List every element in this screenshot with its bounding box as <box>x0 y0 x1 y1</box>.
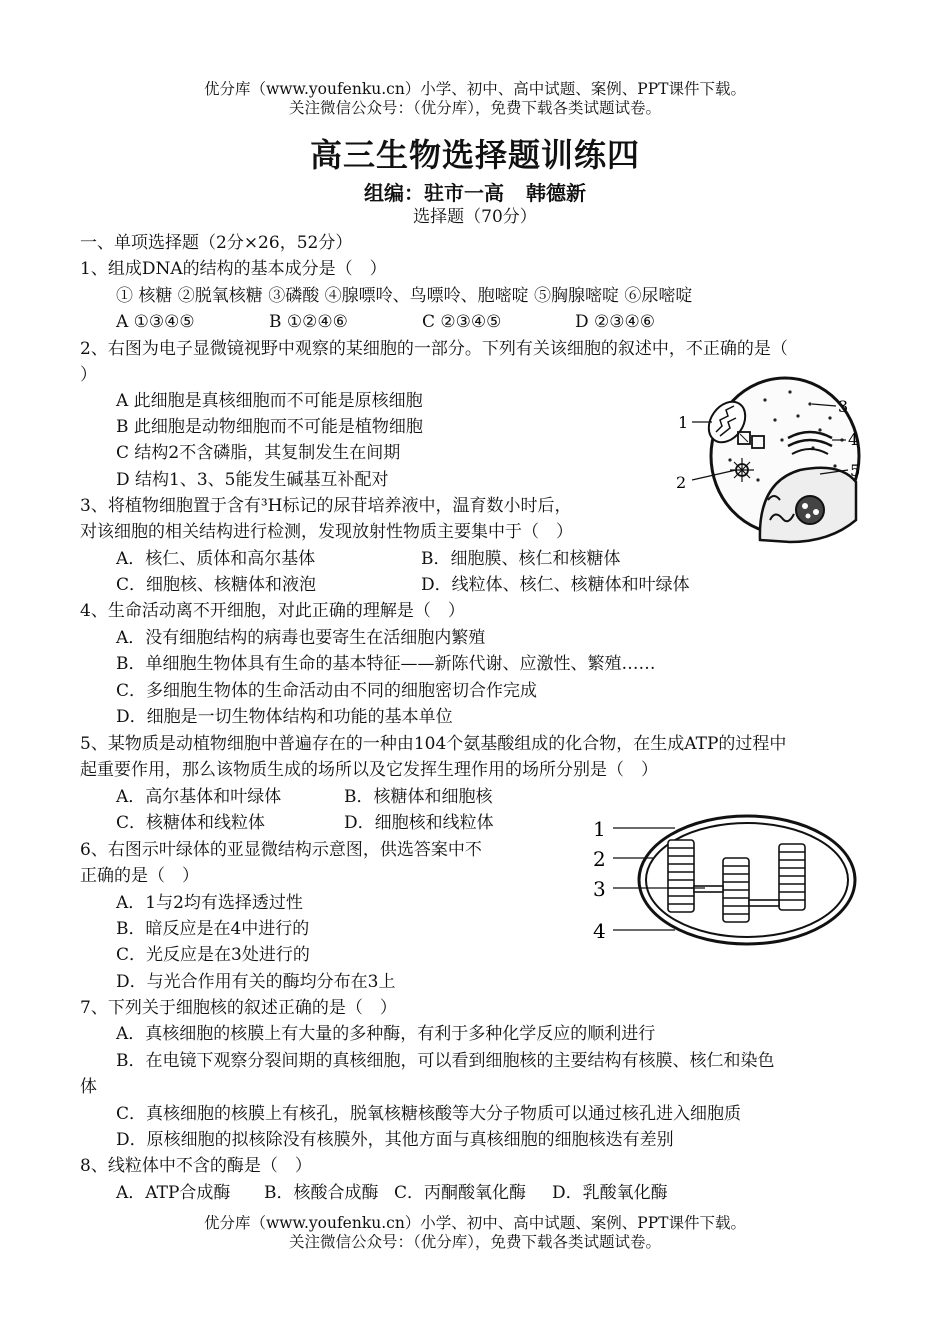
q2-stem-line1: 2、右图为电子显微镜视野中观察的某细胞的一部分。下列有关该细胞的叙述中，不正确的是（ <box>80 339 788 359</box>
q4-option-c[interactable]: C．多细胞生物体的生命活动由不同的细胞密切合作完成 <box>116 681 538 701</box>
q6-stem-line1: 6、右图示叶绿体的亚显微结构示意图，供选答案中不 <box>80 840 482 860</box>
q8-option-c[interactable]: C．丙酮酸氧化酶 <box>394 1183 527 1203</box>
q6-option-a[interactable]: A．1与2均有选择透过性 <box>116 893 303 913</box>
q6-figure-label-2: 2 <box>593 847 606 871</box>
header-line-1: 优分库（www.youfenku.cn）小学、初中、高中试题、案例、PPT课件下载。 <box>203 80 747 98</box>
q7-stem: 7、下列关于细胞核的叙述正确的是（ ） <box>80 998 397 1018</box>
q2-figure-label-1: 1 <box>678 413 689 432</box>
q3-option-c[interactable]: C．细胞核、核糖体和液泡 <box>116 575 317 595</box>
q6-figure-label-4: 4 <box>593 919 606 943</box>
q3-option-b[interactable]: B．细胞膜、核仁和核糖体 <box>421 549 621 569</box>
q6-figure-label-3: 3 <box>593 877 606 901</box>
cell-diagram <box>670 370 870 550</box>
section-heading: 选择题（70分） <box>413 207 537 227</box>
q8-option-d[interactable]: D．乳酸氧化酶 <box>552 1183 668 1203</box>
q5-option-b[interactable]: B．核糖体和细胞核 <box>344 787 493 807</box>
footer-line-1: 优分库（www.youfenku.cn）小学、初中、高中试题、案例、PPT课件下载。 <box>203 1214 747 1232</box>
q2-figure-label-3: 3 <box>838 397 849 416</box>
q2-option-c[interactable]: C 结构2不含磷脂，其复制发生在间期 <box>116 443 401 463</box>
compiler-author: 韩德新 <box>526 181 586 205</box>
q2-option-d[interactable]: D 结构1、3、5能发生碱基互补配对 <box>116 470 389 490</box>
q3-stem-line2: 对该细胞的相关结构进行检测，发现放射性物质主要集中于（ ） <box>80 522 573 542</box>
q5-option-a[interactable]: A．高尔基体和叶绿体 <box>116 787 282 807</box>
q3-option-d[interactable]: D．线粒体、核仁、核糖体和叶绿体 <box>421 575 690 595</box>
q3-options-row1 <box>116 548 621 570</box>
q5-option-c[interactable]: C．核糖体和线粒体 <box>116 813 266 833</box>
q2-figure-label-2: 2 <box>676 473 687 492</box>
footer-line-2: 关注微信公众号：（优分库），免费下载各类试题试卷。 <box>288 1233 661 1251</box>
q1-stem: 1、组成DNA的结构的基本成分是（ ） <box>80 259 387 279</box>
q5-options-row2 <box>116 812 494 834</box>
q2-stem-line2: ） <box>80 365 97 385</box>
q5-stem-line2: 起重要作用，那么该物质生成的场所以及它发挥生理作用的场所分别是（ ） <box>80 760 658 780</box>
q8-options <box>116 1182 668 1204</box>
q4-option-a[interactable]: A．没有细胞结构的病毒也要寄生在活细胞内繁殖 <box>116 628 486 648</box>
header-line-2: 关注微信公众号：（优分库），免费下载各类试题试卷。 <box>288 99 661 117</box>
q7-option-a[interactable]: A．真核细胞的核膜上有大量的多种酶，有利于多种化学反应的顺利进行 <box>116 1024 656 1044</box>
q8-option-a[interactable]: A．ATP合成酶 <box>116 1183 231 1203</box>
q1-option-c[interactable]: C ②③④⑤ <box>422 312 502 332</box>
q1-option-b[interactable]: B ①②④⑥ <box>269 312 348 332</box>
granum-right <box>779 844 805 910</box>
compiler-label: 组编：驻市一高 <box>364 181 504 205</box>
q2-option-b[interactable]: B 此细胞是动物细胞而不可能是植物细胞 <box>116 417 423 437</box>
q1-items: ① 核糖 ②脱氧核糖 ③磷酸 ④腺嘌呤、鸟嘌呤、胞嘧啶 ⑤胸腺嘧啶 ⑥尿嘧啶 <box>116 286 693 306</box>
q5-option-d[interactable]: D．细胞核和线粒体 <box>344 813 494 833</box>
q4-option-b[interactable]: B．单细胞生物体具有生命的基本特征——新陈代谢、应激性、繁殖…… <box>116 654 656 674</box>
q6-figure-label-1: 1 <box>593 817 606 841</box>
q5-stem-line1: 5、某物质是动植物细胞中普遍存在的一种由104个氨基酸组成的化合物，在生成ATP的过程中 <box>80 734 787 754</box>
q7-option-c[interactable]: C．真核细胞的核膜上有核孔，脱氧核糖核酸等大分子物质可以通过核孔进入细胞质 <box>116 1104 742 1124</box>
q6-option-d[interactable]: D．与光合作用有关的酶均分布在3上 <box>116 972 396 992</box>
part-heading: 一、单项选择题（2分×26，52分） <box>80 233 353 253</box>
q4-option-d[interactable]: D．细胞是一切生物体结构和功能的基本单位 <box>116 707 453 727</box>
q7-option-d[interactable]: D．原核细胞的拟核除没有核膜外，其他方面与真核细胞的细胞核迭有差别 <box>116 1130 674 1150</box>
q6-option-b[interactable]: B．暗反应是在4中进行的 <box>116 919 310 939</box>
q6-stem-line2: 正确的是（ ） <box>80 866 199 886</box>
q1-options <box>116 311 655 333</box>
q5-options-row1 <box>116 786 493 808</box>
q3-options-row2 <box>116 574 690 596</box>
q4-stem: 4、生命活动离不开细胞，对此正确的理解是（ ） <box>80 601 465 621</box>
q3-option-a[interactable]: A．核仁、质体和高尔基体 <box>116 549 316 569</box>
q8-option-b[interactable]: B．核酸合成酶 <box>264 1183 379 1203</box>
q2-option-a[interactable]: A 此细胞是真核细胞而不可能是原核细胞 <box>116 391 423 411</box>
q2-figure-label-5: 5 <box>850 461 861 480</box>
q7-option-b-line2[interactable]: 体 <box>80 1077 97 1097</box>
granum-left <box>668 840 694 912</box>
page-title: 高三生物选择题训练四 <box>309 136 640 174</box>
chloroplast-diagram <box>585 808 865 948</box>
q1-option-a[interactable]: A ①③④⑤ <box>116 312 195 332</box>
q1-option-d[interactable]: D ②③④⑥ <box>575 312 655 332</box>
q2-figure-label-4: 4 <box>848 430 859 449</box>
q8-stem: 8、线粒体中不含的酶是（ ） <box>80 1156 312 1176</box>
q7-option-b-line1[interactable]: B．在电镜下观察分裂间期的真核细胞，可以看到细胞核的主要结构有核膜、核仁和染色 <box>116 1051 775 1071</box>
q3-stem-line1: 3、将植物细胞置于含有³H标记的尿苷培养液中，温育数小时后， <box>80 496 572 516</box>
page-subtitle <box>0 177 950 206</box>
q6-option-c[interactable]: C．光反应是在3处进行的 <box>116 945 310 965</box>
granum-middle <box>723 858 749 922</box>
